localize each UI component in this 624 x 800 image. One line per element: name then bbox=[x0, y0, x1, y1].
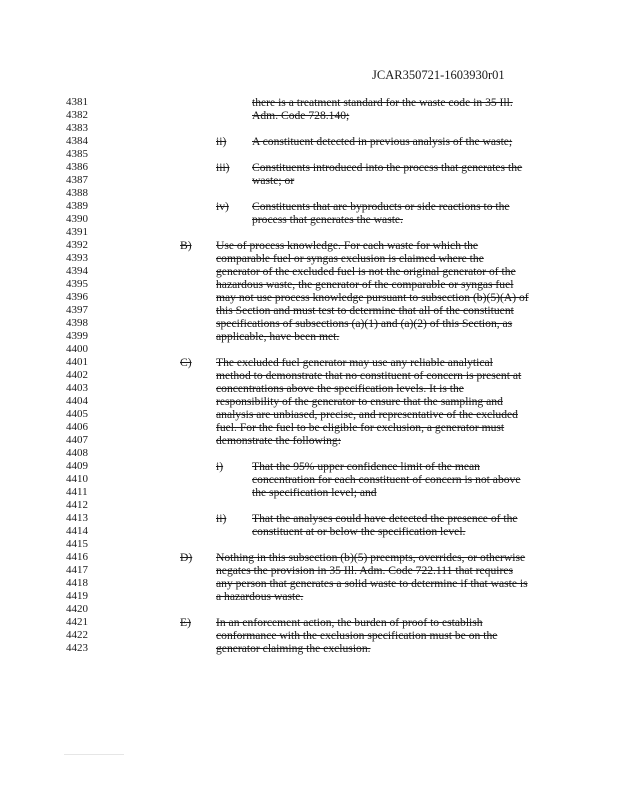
line-number: 4422 bbox=[66, 629, 88, 641]
line-number: 4399 bbox=[66, 330, 88, 342]
line-number: 4402 bbox=[66, 369, 88, 381]
text-line: comparable fuel or syngas exclusion is claimed where the bbox=[216, 252, 484, 265]
document-id-header: JCAR350721-1603930r01 bbox=[372, 68, 505, 82]
text-line: Constituents introduced into the process that generates the bbox=[252, 161, 523, 174]
text-line: Use of process knowledge. For each waste for which the bbox=[216, 239, 479, 252]
line-number: 4392 bbox=[66, 239, 88, 251]
footer-rule bbox=[64, 754, 124, 755]
line-number: 4423 bbox=[66, 642, 88, 654]
text-line: generator claiming the exclusion. bbox=[216, 642, 371, 655]
text-line: demonstrate the following: bbox=[216, 434, 341, 447]
text-line: Constituents that are byproducts or side reactions to the bbox=[252, 200, 510, 213]
text-line: The excluded fuel generator may use any reliable analytical bbox=[216, 356, 493, 369]
line-number: 4406 bbox=[66, 421, 88, 433]
text-line: any person that generates a solid waste to determine if that waste is bbox=[216, 577, 528, 590]
text-line: the specification level; and bbox=[252, 486, 377, 499]
text-line: generator of the excluded fuel is not the original generator of the bbox=[216, 265, 516, 278]
line-number: 4415 bbox=[66, 538, 88, 550]
line-number: 4387 bbox=[66, 174, 88, 186]
text-line: Nothing in this subsection (b)(5) preempts, overrides, or otherwise bbox=[216, 551, 526, 564]
line-number: 4420 bbox=[66, 603, 88, 615]
text-line: there is a treatment standard for the waste code in 35 Ill. bbox=[252, 96, 513, 109]
line-number: 4413 bbox=[66, 512, 88, 524]
line-number: 4383 bbox=[66, 122, 88, 134]
text-line: hazardous waste, the generator of the comparable or syngas fuel bbox=[216, 278, 514, 291]
line-number: 4401 bbox=[66, 356, 88, 368]
text-line: specifications of subsections (a)(1) and (a)(2) of this Section, as bbox=[216, 317, 513, 330]
text-line: this Section and must test to determine that all of the constituent bbox=[216, 304, 514, 317]
text-line: concentrations above the specification levels. It is the bbox=[216, 382, 464, 395]
line-number: 4388 bbox=[66, 187, 88, 199]
text-line: waste; or bbox=[252, 174, 295, 187]
item-label: i) bbox=[216, 460, 224, 473]
item-label: E) bbox=[180, 616, 191, 629]
line-number: 4421 bbox=[66, 616, 88, 628]
item-label: ii) bbox=[216, 512, 227, 525]
item-label: C) bbox=[180, 356, 192, 369]
text-line: fuel. For the fuel to be eligible for exclusion, a generator must bbox=[216, 421, 505, 434]
item-label: D) bbox=[180, 551, 193, 564]
line-number: 4394 bbox=[66, 265, 88, 277]
line-number: 4404 bbox=[66, 395, 88, 407]
text-line: In an enforcement action, the burden of proof to establish bbox=[216, 616, 483, 629]
line-number: 4385 bbox=[66, 148, 88, 160]
item-label: iii) bbox=[216, 161, 230, 174]
line-number: 4408 bbox=[66, 447, 88, 459]
line-number: 4405 bbox=[66, 408, 88, 420]
text-line: method to demonstrate that no constituent of concern is present at bbox=[216, 369, 522, 382]
line-number: 4412 bbox=[66, 499, 88, 511]
line-number: 4397 bbox=[66, 304, 88, 316]
text-line: constituent at or below the specification level. bbox=[252, 525, 466, 538]
line-number: 4419 bbox=[66, 590, 88, 602]
line-number: 4411 bbox=[66, 486, 88, 498]
item-label: ii) bbox=[216, 135, 227, 148]
text-line: A constituent detected in previous analysis of the waste; bbox=[252, 135, 513, 148]
text-line: conformance with the exclusion specification must be on the bbox=[216, 629, 498, 642]
text-line: analysis are unbiased, precise, and representative of the excluded bbox=[216, 408, 518, 421]
item-label: B) bbox=[180, 239, 192, 252]
line-number: 4396 bbox=[66, 291, 88, 303]
line-number: 4407 bbox=[66, 434, 88, 446]
line-number: 4414 bbox=[66, 525, 88, 537]
text-line: That the 95% upper confidence limit of the mean bbox=[252, 460, 480, 473]
line-number: 4416 bbox=[66, 551, 88, 563]
text-line: negates the provision in 35 Ill. Adm. Code 722.111 that requires bbox=[216, 564, 513, 577]
line-number: 4391 bbox=[66, 226, 88, 238]
line-number: 4382 bbox=[66, 109, 88, 121]
text-line: responsibility of the generator to ensure that the sampling and bbox=[216, 395, 503, 408]
line-number: 4389 bbox=[66, 200, 88, 212]
line-number: 4393 bbox=[66, 252, 88, 264]
line-number: 4381 bbox=[66, 96, 88, 108]
line-number: 4384 bbox=[66, 135, 88, 147]
text-line: applicable, have been met. bbox=[216, 330, 340, 343]
line-number: 4398 bbox=[66, 317, 88, 329]
text-line: a hazardous waste. bbox=[216, 590, 304, 603]
text-line: process that generates the waste. bbox=[252, 213, 403, 226]
line-number: 4395 bbox=[66, 278, 88, 290]
line-number: 4418 bbox=[66, 577, 88, 589]
line-number: 4403 bbox=[66, 382, 88, 394]
item-label: iv) bbox=[216, 200, 229, 213]
line-number: 4417 bbox=[66, 564, 88, 576]
text-line: may not use process knowledge pursuant to subsection (b)(5)(A) of bbox=[216, 291, 529, 304]
text-line: concentration for each constituent of concern is not above bbox=[252, 473, 521, 486]
text-line: Adm. Code 728.140; bbox=[252, 109, 350, 122]
line-number: 4410 bbox=[66, 473, 88, 485]
line-number: 4386 bbox=[66, 161, 88, 173]
line-number: 4390 bbox=[66, 213, 88, 225]
line-number: 4409 bbox=[66, 460, 88, 472]
text-line: That the analyses could have detected the presence of the bbox=[252, 512, 518, 525]
line-number: 4400 bbox=[66, 343, 88, 355]
